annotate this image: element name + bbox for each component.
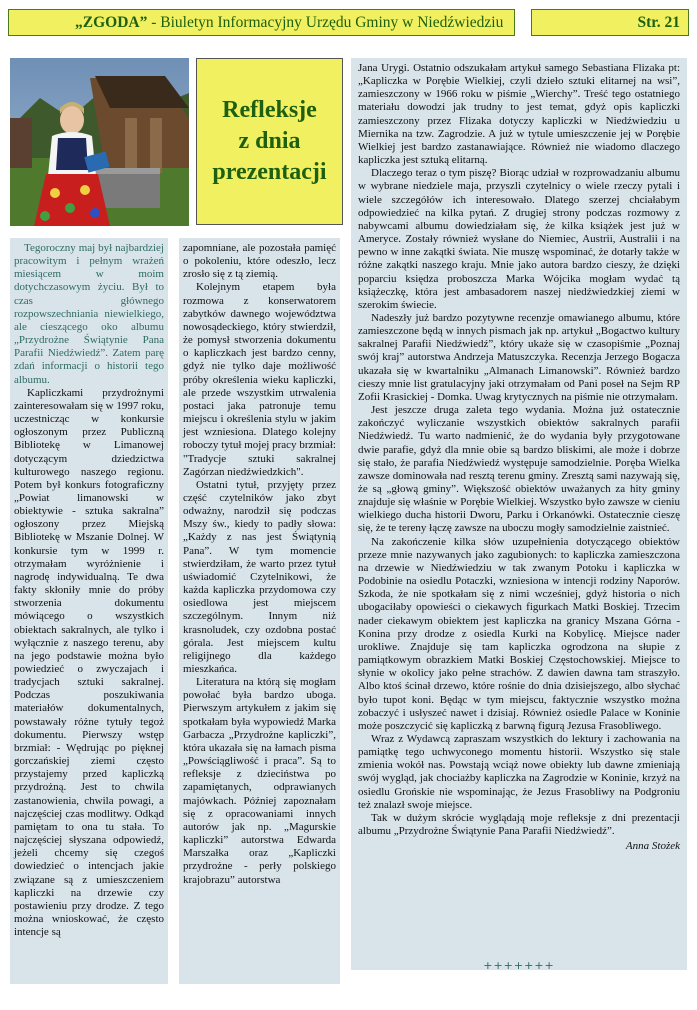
article-title-line-2: z dnia — [238, 128, 301, 154]
author-signature: Anna Stożek — [625, 840, 680, 853]
paragraph: zapomniane, ale pozostała pamięć o pokoleniu, które odeszło, lecz zrosło się z tą ziemią. — [183, 242, 336, 281]
article-title-box — [196, 58, 343, 225]
paragraph: Jest jeszcze druga zaleta tego wydania. Można już ostatecznie zakończyć wyliczanie wszystkich obiektów sakralnych parafii Niedźwiedź. Tu warto nadmienić, że do wydania były przygotowane dwie parafie, gdyż dla mnie obie są bardzo bliskimi, ale może i dobrze się stało, że parafia Niedźwiedź występuje samodzielnie. Poręba Wielka zawsze dominowała nad resztą terenu gminy. Zresztą sami nazywają się, że są „głową gminy”. Większość obiektów uważanych za hity gminy znajduje się właśnie w Porębie Wielkiej. Wszystko było zawsze w cieniu wielkiego ducha historii Dworu, Parku i Orkanówki. Ostatecznie cieszę się, że te tereny łączę zawsze na uboczu mogły samodzielnie zaistnieć. — [358, 404, 680, 535]
paragraph: Tak w dużym skrócie wyglądają moje refleksje z dni prezentacji albumu „Przydrożne Świątynie Pana Parafii Niedźwiedź”. — [358, 811, 680, 838]
paragraph: Nadeszły już bardzo pozytywne recenzje omawianego albumu, które zamieszczone będą w innych pismach jak np. artykuł „Bogactwo kultury sakralnej Parafii Niedźwiedź”, który ukaże się w czasopiśmie „Poznaj swój kraj” autorstwa Andrzeja Matuszczyka. Recenzja Jerzego Bogacza ukazała się w kwartalniku „Almanach Limanowski”. Również bardzo cieszy mnie list gratulacyjny jaki otrzymałam od Pani poseł na Sejm RP Zofii Krasickiej - Domka. Uwag krytycznych na piśmie nie otrzymałam. — [358, 311, 680, 403]
paragraph: Jana Urygi. Ostatnio odszukałam artykuł samego Sebastiana Flizaka pt: „Kapliczka w Porębie Wielkiej, czyli dzieło sztuki elitarnej na wsi”, zamieszczony w 1966 roku w piśmie „Wierchy”. Treść tego ostatniego materiału dowodzi jak trudny to jest temat, gdyż opis kapliczki zamieszczony przez Flizaka dotyczy kapliczki w Niedźwiedziu u Miernika na tzw. Zagrodzie. A już w tytule umieszczenie jej w Porębie Wielkiej jest bardzo zastanawiające. Również nie wiadomo dlaczego kapliczka jest sztuką elitarną. — [358, 62, 680, 167]
intro-paragraph: Tegoroczny maj był najbardziej pracowitym i pełnym wrażeń miesiącem w moim dotychczasowym życiu. Był to czas głównego rozpowszechniania niewielkiego, ale cieszącego oko albumu „Przydrożne Świątynie Pana Parafii Niedźwiedź”. Zatem parę zdań informacji o historii tego albumu. — [14, 242, 164, 386]
author-photo — [10, 58, 189, 226]
author-photo-image — [10, 58, 189, 226]
text-column-3 — [351, 58, 687, 970]
paragraph: Na zakończenie kilka słów uzupełnienia dotyczącego obiektów przeze mnie nazywanych jako zagubionych: to kapliczka zamieszczona na drzewie w Niedźwiedziu w tak zwanym Potoku i kapliczka w Podobinie na osiedlu Potaczki, wzniesiona w intencji rodziny Naporów. Szkoda, że nie spotkałam się z nimi wcześniej, gdyż historia o nich ubogaciłaby opowieści o ciekawych figurkach Matki Boskiej. Trzecim nader ciekawym obiektem jest kapliczka na granicy Mszana Górna - Konina przy drodze z osiedla Kurki na Kobylicę. Miejsce nader urokliwe. Znajduje się tam kapliczka ogrodzona na słupie z pamiątkowym obrazkiem Matki Boskiej Częstochowskiej. Miejsce to słynie w okolicy jako pełne strachów. Z dawien dawna tam straszyło. Albo ktoś ścinał drzewo, które rośnie do dnia dzisiejszego, albo słychać było tupot koni. Będąc w tym miejscu, faktycznie wszystko można zobaczyć i usłyszeć nawet i dzisiaj. Również osiedle Palace w Koninie może poszczycić się kapliczką z barwną figurą Jezusa Frasobliwego. — [358, 535, 680, 732]
bulletin-subtitle: - Biuletyn Informacyjny Urzędu Gminy w Niedźwiedziu — [147, 14, 504, 31]
paragraph: Wraz z Wydawcą zapraszam wszystkich do lektury i zachowania na pamiątkę tego uchwyconego momentu historii. Wszystko się stale zmienia wokół nas. Powstają wciąż nowe obiekty lub dawne zmieniają swój wygląd, jak chociażby kapliczka na Zagrodzie w Koninie, krzyż na osiedlu Grońskie nie wspominając, że Jezus Frasobliwy na Podgroniu też znalazł swoje miejsce. — [358, 732, 680, 811]
paragraph: Kapliczkami przydrożnymi zainteresowałam się w 1997 roku, uczestnicząc w konkursie ogłoszonym przez Publiczną Bibliotekę w Limanowej dotyczącym dziedzictwa kulturowego naszego regionu. Potem był konkurs fotograficzny „Powiat limanowski w obiektywie - sztuka sakralna” ogłoszony przez Miejską Bibliotekę w Mszanie Dolnej. W konkursie tym w 1999 r. otrzymałam wyróżnienie i nagrodę indywidualną. Te dwa fakty skłoniły mnie do próby stworzenia dokumentu mówiącego o wszystkich obiektach sakralnych, ale tylko i wyłącznie z naszego terenu, aby na jego podstawie można było powiedzieć o zwyczajach i tradycjach sztuki sakralnej. Podczas poszukiwania materiałów dokumentalnych, powstawały różne tytuły tegoż dokumentu. Pierwszy wstęp brzmiał: - Wędrując po pięknej gorczańskiej ziemi często przystajemy przed kapliczką przydrożną. Jest to chwila zastanowienia, chwila powagi, a najczęściej czas modlitwy. Odkąd pamiętam to ona tu stała. To najczęściej słyszana odpowiedź, jeżeli chcemy się czegoś dowiedzieć o intencjach jakie związane są z umieszczeniem kapliczki na drzewie czy postawieniu przy drodze. Z tego można wnioskować, że często intencje są — [14, 386, 164, 939]
paragraph: Ostatni tytuł, przyjęty przez część czytelników jako zbyt odważny, narodził się podczas Mszy św., kiedy to padły słowa: „Każdy z nas jest Świątynią Pana”. W tym momencie stwierdziłam, że warto przez tytuł uświadomić Czytelnikowi, że każda kapliczka przydomowa czy osiedlowa jest miejscem szczególnym. Innym niż krasnoludek, czy ozdobna postać górala. Jest miejscem kultu religijnego dla każdego mieszkańca. — [183, 478, 336, 675]
paragraph: Dlaczego teraz o tym piszę? Biorąc udział w rozprowadzaniu albumu w wybrane niedziele maja, przyszli czytelnicy o wiele rzeczy pytali i wiele szczegółów ich interesowało. Dlatego szerzej chciałabym odpowiedzieć na kilka pytań. Z drugiej strony podczas rozmowy z nabywcami albumu dowiedziałam się, że kilka książek jest już w Ameryce. Zostały również wysłane do Niemiec, Austrii, Australii i na pewno w inne zakątki świata. Nie muszę wspominać, że dotarły także w różne zakątki naszego kraju. Mnie jako autora bardzo cieszy, że dzięki poparciu księdza proboszcza Marka Wójcika mogłam wydać tą książeczkę, która jest ambasadorem naszej niedźwiedzkiej ziemi w szerokim świecie. — [358, 167, 680, 311]
text-column-1 — [10, 238, 168, 984]
text-column-2 — [179, 238, 340, 984]
page-number: Str. 21 — [531, 9, 689, 36]
article-title-line-1: Refleksje — [222, 97, 317, 123]
article-title — [212, 95, 326, 188]
paragraph: Literatura na którą się mogłam powołać była bardzo uboga. Pierwszym artykułem z jakim się spotkałam była wypowiedź Marka Garbacza „Przydrożne kapliczki”, która ukazała się na łamach pisma „Powściągliwość i praca”. Są to refleksje z dzieciństwa po zapamiętanych, odprawianych majówkach. Później zapoznałam się z opracowaniami innych autorów jak np. „Magurskie kapliczki” autorstwa Edwarda Marszałka oraz „Kapliczki przydrożne - perły polskiego krajobrazu” autorstwa — [183, 676, 336, 886]
bulletin-header — [8, 9, 515, 36]
paragraph: Kolejnym etapem była rozmowa z konserwatorem zabytków dawnego województwa nowosądeckiego, który stwierdził, że pomysł stworzenia dokumentu o kapliczkach jest bardzo cenny, gdyż nie tylko daje możliwość próby określenia wieku kapliczki, ale przede wszystkim utrwalenia postaci jaka patronuje temu miejscu i określenia stylu w jakim jest wzniesiona. Dlatego kolejny roboczy tytuł mojej pracy brzmiał: "Tradycje sztuki sakralnej Zagórzan niedźwiedzkich". — [183, 281, 336, 478]
article-title-line-3: prezentacji — [212, 159, 327, 185]
end-marker: +++++++ — [483, 959, 555, 972]
bulletin-name: „ZGODA” — [75, 14, 148, 31]
